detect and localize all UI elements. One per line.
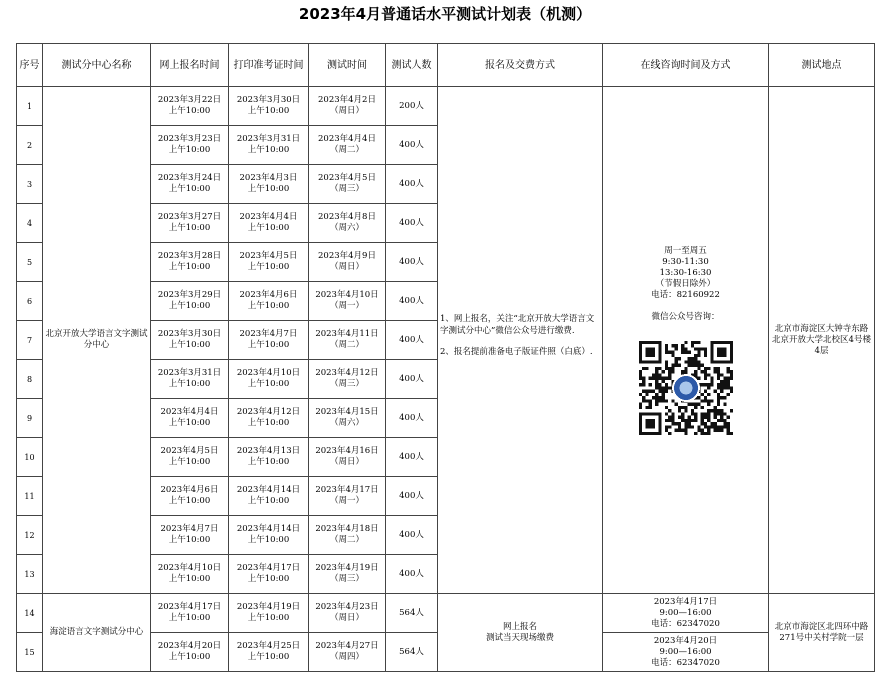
registration-time-line: 2023年4月7日	[160, 524, 219, 534]
test-time-line: （周六）	[329, 418, 364, 428]
print-ticket-time	[229, 204, 309, 243]
test-count: 400人	[386, 360, 438, 399]
row-number: 15	[17, 633, 43, 672]
consult-info-line: 电话：62347020	[651, 657, 720, 668]
consult-info	[603, 594, 769, 633]
print-ticket-time-line: 2023年4月14日	[236, 524, 301, 534]
consult-info-line: （节假日除外）	[655, 278, 716, 289]
test-time-line: （周一）	[329, 496, 364, 506]
test-time-line: 2023年4月19日	[315, 563, 379, 573]
print-ticket-time-line: 上午10:00	[247, 223, 290, 233]
consult-info-line: 9:30-11:30	[662, 256, 709, 267]
payment-method-line: 测试当天现场缴费	[485, 632, 554, 643]
row-number: 4	[17, 204, 43, 243]
registration-time-line: 上午10:00	[168, 184, 211, 194]
test-time	[309, 87, 386, 126]
test-time-line: （周日）	[329, 613, 364, 623]
registration-time-line: 上午10:00	[168, 457, 211, 467]
test-time-line: 2023年4月5日	[318, 173, 376, 183]
consult-info-line: 周一至周五	[664, 245, 707, 256]
row-number: 10	[17, 438, 43, 477]
print-ticket-time-line: 2023年4月25日	[236, 641, 301, 651]
test-count: 400人	[386, 399, 438, 438]
print-ticket-time-line: 上午10:00	[247, 613, 290, 623]
header-center-name: 测试分中心名称	[43, 44, 151, 87]
test-time	[309, 282, 386, 321]
table-header-row	[17, 44, 875, 87]
print-ticket-time	[229, 633, 309, 672]
test-time	[309, 360, 386, 399]
print-ticket-time	[229, 438, 309, 477]
print-ticket-time-line: 上午10:00	[247, 184, 290, 194]
test-count: 400人	[386, 282, 438, 321]
print-ticket-time-line: 2023年4月14日	[236, 485, 301, 495]
consult-info-line: 2023年4月17日	[653, 596, 718, 607]
test-time	[309, 516, 386, 555]
header-test-count: 测试人数	[386, 44, 438, 87]
consult-info	[603, 87, 769, 594]
registration-time-line: 上午10:00	[168, 301, 211, 311]
page-title: 2023年4月普通话水平测试计划表（机测）	[298, 5, 592, 23]
row-number: 9	[17, 399, 43, 438]
test-count: 400人	[386, 477, 438, 516]
print-ticket-time-line: 上午10:00	[247, 574, 290, 584]
test-count: 400人	[386, 126, 438, 165]
row-number: 1	[17, 87, 43, 126]
test-time-line: （周二）	[329, 145, 364, 155]
test-time-line: （周二）	[329, 340, 364, 350]
center-name: 海淀语言文字测试分中心	[43, 594, 151, 672]
consult-info-line: 9:00—16:00	[659, 646, 712, 657]
row-number: 8	[17, 360, 43, 399]
print-ticket-time-line: 上午10:00	[247, 106, 290, 116]
print-ticket-time-line: 上午10:00	[247, 652, 290, 662]
test-count: 200人	[386, 87, 438, 126]
test-count: 400人	[386, 516, 438, 555]
print-ticket-time	[229, 165, 309, 204]
center-name: 北京开放大学语言文字测试分中心	[43, 87, 151, 594]
registration-time-line: 上午10:00	[168, 574, 211, 584]
row-number: 14	[17, 594, 43, 633]
registration-time	[151, 477, 229, 516]
print-ticket-time-line: 上午10:00	[247, 379, 290, 389]
registration-time-line: 上午10:00	[168, 145, 211, 155]
header-registration-time: 网上报名时间	[151, 44, 229, 87]
test-count: 564人	[386, 594, 438, 633]
test-time-line: 2023年4月4日	[318, 134, 376, 144]
consult-info-line: 微信公众号咨询：	[651, 311, 720, 322]
registration-time	[151, 87, 229, 126]
print-ticket-time	[229, 243, 309, 282]
registration-time-line: 2023年4月5日	[160, 446, 219, 456]
test-time	[309, 555, 386, 594]
header-payment-method: 报名及交费方式	[438, 44, 603, 87]
print-ticket-time-line: 上午10:00	[247, 496, 290, 506]
test-time-line: 2023年4月2日	[318, 95, 376, 105]
test-time	[309, 633, 386, 672]
registration-time-line: 上午10:00	[168, 340, 211, 350]
row-number: 3	[17, 165, 43, 204]
consult-info	[603, 633, 769, 672]
print-ticket-time-line: 2023年4月13日	[236, 446, 301, 456]
payment-method	[438, 87, 603, 594]
header-consult-info: 在线咨询时间及方式	[603, 44, 769, 87]
registration-time-line: 2023年3月28日	[157, 251, 222, 261]
test-time-line: （周四）	[329, 652, 364, 662]
registration-time-line: 2023年3月23日	[157, 134, 222, 144]
registration-time-line: 2023年4月20日	[157, 641, 222, 651]
test-location: 北京市海淀区北四环中路271号中关村学院一层	[769, 594, 875, 672]
test-time-line: 2023年4月12日	[315, 368, 379, 378]
print-ticket-time-line: 2023年4月5日	[239, 251, 298, 261]
header-no: 序号	[17, 44, 43, 87]
registration-time-line: 2023年4月10日	[157, 563, 222, 573]
consult-info-line: 9:00—16:00	[659, 607, 712, 618]
test-time-line: 2023年4月8日	[318, 212, 376, 222]
payment-method	[438, 594, 603, 672]
print-ticket-time	[229, 282, 309, 321]
registration-time-line: 2023年3月22日	[157, 95, 222, 105]
row-number: 2	[17, 126, 43, 165]
consult-info-line	[605, 301, 766, 312]
registration-time	[151, 204, 229, 243]
print-ticket-time-line: 上午10:00	[247, 535, 290, 545]
header-print-ticket-time: 打印准考证时间	[229, 44, 309, 87]
print-ticket-time	[229, 87, 309, 126]
consult-info-line: 13:30-16:30	[659, 267, 712, 278]
test-time	[309, 165, 386, 204]
print-ticket-time-line: 2023年4月12日	[236, 407, 301, 417]
registration-time	[151, 321, 229, 360]
test-count: 400人	[386, 243, 438, 282]
registration-time	[151, 516, 229, 555]
test-time-line: 2023年4月11日	[315, 329, 379, 339]
test-time-line: （周日）	[329, 457, 364, 467]
test-time-line: 2023年4月17日	[315, 485, 379, 495]
print-ticket-time-line: 2023年4月7日	[239, 329, 298, 339]
test-time-line: 2023年4月16日	[315, 446, 379, 456]
consult-info-line: 电话：82160922	[651, 289, 720, 300]
test-time-line: （周日）	[329, 106, 364, 116]
print-ticket-time	[229, 516, 309, 555]
test-count: 400人	[386, 165, 438, 204]
test-time-line: （周日）	[329, 262, 364, 272]
registration-time-line: 上午10:00	[168, 223, 211, 233]
registration-time-line: 2023年3月31日	[157, 368, 222, 378]
print-ticket-time	[229, 555, 309, 594]
print-ticket-time-line: 2023年4月17日	[236, 563, 301, 573]
test-time-line: 2023年4月15日	[315, 407, 379, 417]
test-count: 400人	[386, 204, 438, 243]
payment-method-line: 网上报名	[502, 621, 537, 632]
test-time-line: 2023年4月9日	[318, 251, 376, 261]
row-number: 6	[17, 282, 43, 321]
wechat-qr-code-icon	[639, 341, 733, 435]
test-time-line: （周三）	[329, 574, 364, 584]
consult-info-line: 2023年4月20日	[653, 635, 718, 646]
registration-time-line: 2023年3月24日	[157, 173, 222, 183]
print-ticket-time-line: 2023年4月4日	[239, 212, 298, 222]
registration-time-line: 2023年4月4日	[160, 407, 219, 417]
registration-time-line: 2023年3月27日	[157, 212, 222, 222]
table-row	[17, 594, 875, 633]
registration-time	[151, 243, 229, 282]
print-ticket-time-line: 上午10:00	[247, 262, 290, 272]
registration-time	[151, 282, 229, 321]
print-ticket-time	[229, 321, 309, 360]
test-time-line: （周三）	[329, 184, 364, 194]
payment-method-item: 1、网上报名，关注“北京开放大学语言文字测试分中心”微信公众号进行缴费.	[440, 314, 595, 336]
test-time-line: 2023年4月23日	[315, 602, 379, 612]
test-location: 北京市海淀区大钟寺东路北京开放大学北校区4号楼4层	[769, 87, 875, 594]
print-ticket-time-line: 上午10:00	[247, 418, 290, 428]
registration-time-line: 上午10:00	[168, 379, 211, 389]
registration-time-line: 2023年3月30日	[157, 329, 222, 339]
table-row	[17, 87, 875, 126]
test-time-line: （周三）	[329, 379, 364, 389]
registration-time	[151, 399, 229, 438]
registration-time-line: 上午10:00	[168, 613, 211, 623]
test-time	[309, 477, 386, 516]
consult-info-line: 电话：62347020	[651, 618, 720, 629]
test-count: 400人	[386, 321, 438, 360]
row-number: 7	[17, 321, 43, 360]
print-ticket-time	[229, 126, 309, 165]
registration-time	[151, 126, 229, 165]
print-ticket-time	[229, 360, 309, 399]
row-number: 12	[17, 516, 43, 555]
test-plan-table	[16, 43, 875, 672]
test-time-line: （周一）	[329, 301, 364, 311]
print-ticket-time-line: 上午10:00	[247, 301, 290, 311]
test-time	[309, 594, 386, 633]
row-number: 5	[17, 243, 43, 282]
row-number: 13	[17, 555, 43, 594]
print-ticket-time-line: 2023年3月30日	[236, 95, 301, 105]
registration-time-line: 上午10:00	[168, 496, 211, 506]
test-time	[309, 126, 386, 165]
test-time-line: 2023年4月27日	[315, 641, 379, 651]
registration-time-line: 2023年4月17日	[157, 602, 222, 612]
registration-time	[151, 555, 229, 594]
print-ticket-time-line: 2023年4月6日	[239, 290, 298, 300]
registration-time-line: 上午10:00	[168, 535, 211, 545]
test-time	[309, 321, 386, 360]
header-test-time: 测试时间	[309, 44, 386, 87]
registration-time-line: 上午10:00	[168, 106, 211, 116]
print-ticket-time-line: 2023年4月3日	[239, 173, 298, 183]
test-time	[309, 204, 386, 243]
registration-time-line: 上午10:00	[168, 262, 211, 272]
print-ticket-time-line: 2023年4月10日	[236, 368, 301, 378]
registration-time	[151, 165, 229, 204]
registration-time	[151, 594, 229, 633]
print-ticket-time-line: 上午10:00	[247, 340, 290, 350]
test-time-line: 2023年4月10日	[315, 290, 379, 300]
test-time-line: （周二）	[329, 535, 364, 545]
print-ticket-time-line: 2023年4月19日	[236, 602, 301, 612]
print-ticket-time-line: 上午10:00	[247, 145, 290, 155]
test-count: 400人	[386, 555, 438, 594]
registration-time-line: 2023年4月6日	[160, 485, 219, 495]
test-time-line: 2023年4月18日	[315, 524, 379, 534]
payment-method-item: 2、报名提前准备电子版证件照（白底）.	[440, 347, 593, 357]
test-time	[309, 438, 386, 477]
test-count: 400人	[386, 438, 438, 477]
test-time	[309, 399, 386, 438]
row-number: 11	[17, 477, 43, 516]
registration-time	[151, 633, 229, 672]
print-ticket-time-line: 2023年3月31日	[236, 134, 301, 144]
registration-time	[151, 438, 229, 477]
print-ticket-time	[229, 399, 309, 438]
print-ticket-time-line: 上午10:00	[247, 457, 290, 467]
header-location: 测试地点	[769, 44, 875, 87]
registration-time-line: 2023年3月29日	[157, 290, 222, 300]
registration-time-line: 上午10:00	[168, 418, 211, 428]
test-time	[309, 243, 386, 282]
print-ticket-time	[229, 477, 309, 516]
test-count: 564人	[386, 633, 438, 672]
registration-time	[151, 360, 229, 399]
registration-time-line: 上午10:00	[168, 652, 211, 662]
print-ticket-time	[229, 594, 309, 633]
test-time-line: （周六）	[329, 223, 364, 233]
